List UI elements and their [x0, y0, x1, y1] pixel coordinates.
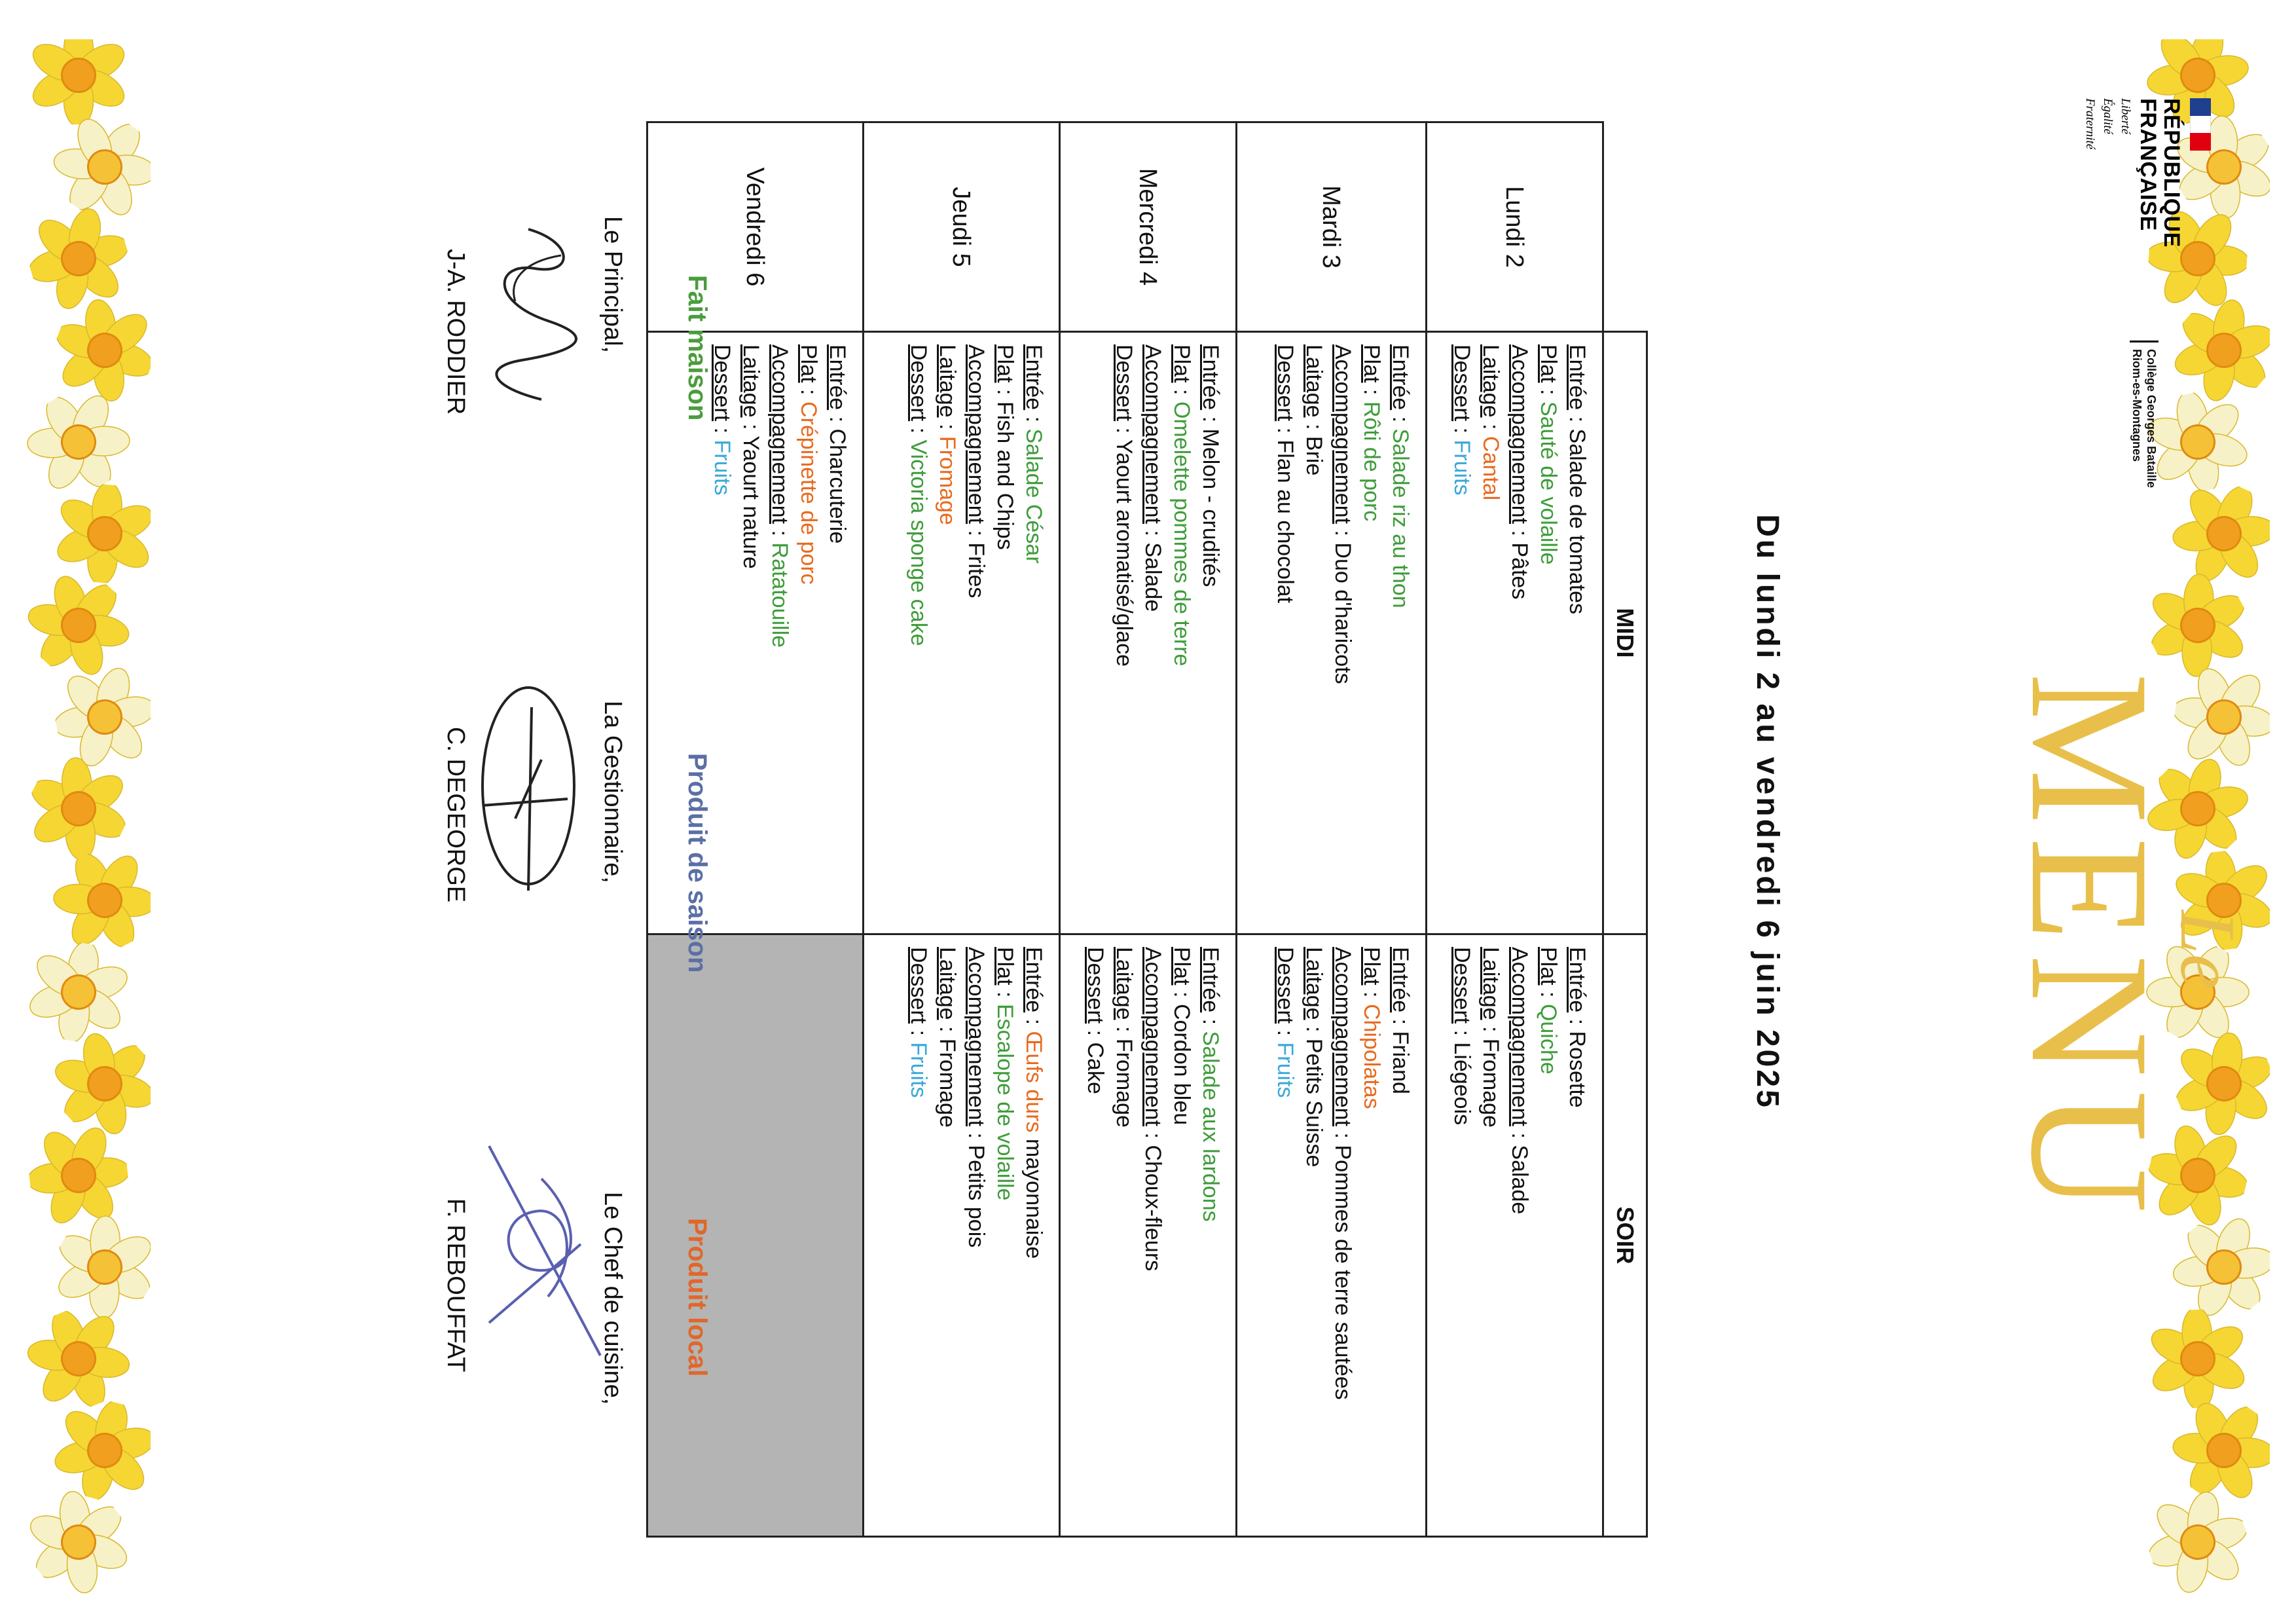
legend-produit-local: Produit local	[683, 1218, 712, 1377]
menu-item-label: Plat	[1359, 344, 1384, 383]
menu-item	[1196, 344, 1225, 921]
menu-item-value: Fish and Chips	[993, 401, 1017, 550]
gestionnaire-title: La Gestionnaire,	[599, 701, 627, 883]
table-row	[1427, 122, 1603, 1537]
menu-item	[1110, 947, 1139, 1524]
column-header-midi: MIDI	[1603, 332, 1647, 934]
menu-item	[1534, 344, 1563, 921]
menu-item	[1328, 344, 1357, 921]
menu-item-value: Yaourt aromatisé/glace	[1112, 439, 1137, 667]
menu-item	[1167, 947, 1196, 1524]
menu-item-label: Plat	[796, 344, 821, 383]
menu-item	[1328, 947, 1357, 1524]
menu-item	[823, 344, 852, 921]
college-line1: Collège Georges Bataille	[2145, 349, 2158, 489]
chef-title: Le Chef de cuisine,	[599, 1192, 627, 1405]
menu-item-value: Fruits	[906, 1042, 931, 1098]
menu-item-separator: :	[1359, 985, 1384, 1004]
menu-item-separator: :	[796, 382, 821, 401]
menu-item	[1386, 344, 1415, 921]
menu-item-label: Accompagnement	[1330, 947, 1355, 1127]
menu-item-separator: :	[1388, 1012, 1413, 1031]
menu-item-separator: :	[1112, 421, 1137, 439]
menu-item-separator: :	[1112, 1020, 1137, 1039]
menu-item-value: Duo d'haricots	[1330, 542, 1355, 684]
menu-item-separator: :	[964, 1126, 989, 1145]
menu-item	[1081, 947, 1110, 1524]
menu-item	[1019, 947, 1048, 1524]
table-row	[1060, 122, 1237, 1537]
menu-item-separator: :	[1388, 410, 1413, 429]
menu-item-separator: :	[1273, 1024, 1298, 1043]
table-row	[647, 122, 864, 1537]
legend-produit-saison: Produit de saison	[683, 753, 712, 973]
menu-item-separator: :	[1302, 1020, 1326, 1039]
column-header-soir: SOIR	[1603, 934, 1647, 1537]
legend-fait-maison: Fait maison	[683, 275, 712, 421]
menu-item-label: Entrée	[1021, 947, 1046, 1013]
menu-item-label: Entrée	[825, 344, 850, 411]
menu-item-value: Sauté de volaille	[1536, 401, 1561, 565]
menu-item	[962, 947, 991, 1524]
menu-item-value: Victoria sponge cake	[906, 439, 931, 646]
menu-item-value: Rôti de porc	[1359, 401, 1384, 522]
menu-item-separator: :	[1169, 985, 1194, 1004]
menu-cell-soir	[864, 934, 1060, 1537]
menu-item-value: Frites	[964, 542, 989, 599]
menu-item-separator: :	[1478, 417, 1503, 436]
menu-item-value: Escalope de volaille	[993, 1003, 1017, 1201]
rf-motto-1: Liberté	[2119, 98, 2132, 134]
menu-item-separator: :	[906, 421, 931, 440]
menu-cell-soir	[1060, 934, 1237, 1537]
menu-item	[1271, 947, 1300, 1524]
menu-item-label: Dessert	[1273, 344, 1298, 422]
college-line2: Riom-es-Montagnes	[2130, 349, 2143, 462]
menu-item-label: Laitage	[738, 344, 763, 418]
signature-icon	[469, 1139, 620, 1388]
menu-item	[1357, 947, 1386, 1524]
menu-item-label: Dessert	[1083, 947, 1108, 1024]
menu-item-label: Plat	[993, 344, 1017, 383]
menu-item-separator: :	[825, 410, 850, 429]
menu-item-value: Cantal	[1478, 435, 1503, 501]
menu-title: MENU	[1995, 673, 2184, 1227]
menu-cell-soir	[1237, 934, 1427, 1537]
rf-motto-2: Égalité	[2101, 98, 2115, 134]
menu-item	[737, 344, 765, 921]
menu-item-value: Ratatouille	[767, 542, 792, 648]
menu-item-value: Cordon bleu	[1169, 1003, 1194, 1126]
menu-item-value: Fruits	[1449, 439, 1474, 496]
menu-item-label: Accompagnement	[1507, 947, 1532, 1127]
menu-item-value: Quiche	[1536, 1003, 1561, 1075]
menu-cell-midi	[864, 332, 1060, 934]
menu-item-value: Salade aux lardons	[1198, 1031, 1223, 1222]
college-name	[2130, 341, 2159, 559]
menu-item-value: Petits Suisse	[1302, 1038, 1326, 1168]
menu-item	[1196, 947, 1225, 1524]
day-label: Mercredi 4	[1060, 122, 1237, 332]
menu-item-value: Fromage	[935, 1038, 960, 1128]
menu-item-separator: :	[710, 421, 735, 440]
menu-item-value: Salade	[1140, 542, 1165, 612]
signature-icon	[476, 216, 587, 413]
menu-item-value: Fromage	[1112, 1038, 1137, 1128]
menu-item-label: Entrée	[1565, 947, 1590, 1013]
menu-cell-midi	[1427, 332, 1603, 934]
menu-item-separator: :	[1330, 524, 1355, 543]
menu-item	[1110, 344, 1139, 921]
menu-item	[794, 344, 823, 921]
menu-item-label: Dessert	[1449, 344, 1474, 422]
menu-item-value: Salade riz au thon	[1388, 428, 1413, 608]
menu-item-value: Fruits	[1273, 1042, 1298, 1098]
menu-item-separator: :	[1449, 1024, 1474, 1043]
menu-cell-empty	[647, 934, 864, 1537]
menu-item-separator: :	[1083, 1024, 1108, 1043]
menu-item-separator: :	[1478, 1020, 1503, 1039]
menu-item	[1019, 344, 1048, 921]
menu-item-value: Fromage	[935, 435, 960, 525]
menu-item-label: Entrée	[1021, 344, 1046, 411]
menu-item-label: Entrée	[1388, 344, 1413, 411]
menu-item	[1563, 344, 1592, 921]
menu-item-separator: :	[767, 524, 792, 543]
chef-name: F. REBOUFFAT	[442, 1198, 469, 1373]
menu-item-label: Laitage	[935, 344, 960, 418]
menu-item-label: Plat	[993, 947, 1017, 986]
menu-cell-midi	[647, 332, 864, 934]
table-header-row	[1603, 122, 1647, 1537]
menu-item-value: Brie	[1302, 435, 1326, 476]
menu-item-label: Plat	[1536, 344, 1561, 383]
menu-item	[1271, 344, 1300, 921]
rf-motto-3: Fraternité	[2083, 98, 2097, 150]
menu-item-value: Petits pois	[964, 1145, 989, 1248]
day-label: Mardi 3	[1237, 122, 1427, 332]
menu-heading	[1995, 655, 2251, 1244]
menu-item-separator: :	[906, 1024, 931, 1043]
menu-item	[765, 344, 794, 921]
menu-item-label: Entrée	[1198, 344, 1223, 411]
menu-item-label: Laitage	[935, 947, 960, 1020]
menu-table-body	[647, 122, 1603, 1537]
menu-item-separator: :	[1021, 410, 1046, 429]
menu-item-value: Crépinette de porc	[796, 401, 821, 585]
menu-item-separator: :	[738, 417, 763, 436]
menu-item-label: Plat	[1169, 947, 1194, 986]
menu-item	[991, 344, 1019, 921]
menu-item	[962, 344, 991, 921]
menu-item-value: Fromage	[1478, 1038, 1503, 1128]
menu-item-separator: :	[1140, 1126, 1165, 1145]
menu-item-label: Accompagnement	[1140, 947, 1165, 1127]
menu-item-value: Œufs durs	[1021, 1031, 1046, 1133]
menu-item-separator: :	[1565, 410, 1590, 429]
menu-item-label: Dessert	[1273, 947, 1298, 1024]
menu-item-label: Dessert	[1449, 947, 1474, 1024]
menu-item-separator: :	[1302, 417, 1326, 436]
menu-item	[1167, 344, 1196, 921]
principal-title: Le Principal,	[599, 216, 627, 354]
rf-line1: RÉPUBLIQUE	[2159, 98, 2184, 248]
menu-item-separator: :	[935, 1020, 960, 1039]
menu-item-separator: :	[1359, 382, 1384, 401]
marianne-logo-icon	[2190, 98, 2211, 151]
menu-item-label: Dessert	[906, 344, 931, 422]
menu-item-value: Melon - crudités	[1198, 428, 1223, 587]
menu-item-value: Charcuterie	[825, 428, 850, 544]
menu-item-value: Flan au chocolat	[1273, 439, 1298, 603]
menu-item	[1139, 947, 1167, 1524]
menu-item	[1386, 947, 1415, 1524]
menu-item-separator: :	[964, 524, 989, 543]
signature-icon	[469, 681, 594, 917]
menu-item-label: Entrée	[1198, 947, 1223, 1013]
menu-item-value: Pâtes	[1507, 542, 1532, 600]
menu-item-value: Friand	[1388, 1031, 1413, 1094]
menu-cell-soir	[1427, 934, 1603, 1537]
menu-item-separator: :	[935, 417, 960, 436]
menu-item-separator: :	[1273, 421, 1298, 440]
menu-item-separator: :	[1536, 985, 1561, 1004]
menu-item-label: Accompagnement	[1330, 344, 1355, 525]
menu-item-label: Laitage	[1302, 344, 1326, 418]
menu-item-suffix: mayonnaise	[1021, 1132, 1046, 1259]
le-word: Le	[2164, 910, 2251, 989]
table-row	[864, 122, 1060, 1537]
menu-item-value: Salade de tomates	[1565, 428, 1590, 615]
menu-item-label: Laitage	[1478, 947, 1503, 1020]
menu-item-value: Chipolatas	[1359, 1003, 1384, 1109]
menu-item-label: Dessert	[710, 344, 735, 422]
menu-item-label: Entrée	[1565, 344, 1590, 411]
menu-item-label: Entrée	[1388, 947, 1413, 1013]
menu-item-label: Accompagnement	[1507, 344, 1532, 525]
menu-item	[1505, 947, 1534, 1524]
gestionnaire-name: C. DEGEORGE	[442, 727, 469, 903]
menu-item-value: Cake	[1083, 1042, 1108, 1094]
menu-item	[933, 344, 962, 921]
menu-item-value: Salade César	[1021, 428, 1046, 564]
menu-item	[1300, 344, 1328, 921]
menu-item	[708, 344, 737, 921]
menu-item	[904, 947, 933, 1524]
menu-cell-midi	[1237, 332, 1427, 934]
menu-item-label: Accompagnement	[964, 947, 989, 1127]
republique-francaise-logo	[2083, 98, 2211, 347]
menu-item	[1505, 344, 1534, 921]
menu-item	[1534, 947, 1563, 1524]
menu-item	[1139, 344, 1167, 921]
rf-line2: FRANÇAISE	[2136, 98, 2160, 231]
menu-item-value: Liégeois	[1449, 1042, 1474, 1126]
day-label: Vendredi 6	[647, 122, 864, 332]
menu-item	[991, 947, 1019, 1524]
menu-item-separator: :	[1507, 524, 1532, 543]
menu-item	[933, 947, 962, 1524]
menu-item	[1448, 947, 1476, 1524]
menu-item-separator: :	[1198, 1012, 1223, 1031]
menu-item-label: Dessert	[906, 947, 931, 1024]
menu-item-separator: :	[1198, 410, 1223, 429]
menu-item	[1476, 344, 1505, 921]
menu-item	[1476, 947, 1505, 1524]
menu-item-label: Laitage	[1478, 344, 1503, 418]
menu-item-separator: :	[1507, 1126, 1532, 1145]
menu-item-separator: :	[993, 382, 1017, 401]
menu-item-value: Yaourt nature	[738, 435, 763, 569]
menu-item-separator: :	[1140, 524, 1165, 543]
table-corner	[1603, 122, 1647, 332]
menu-item-separator: :	[1536, 382, 1561, 401]
menu-item-label: Plat	[1359, 947, 1384, 986]
menu-item-separator: :	[993, 985, 1017, 1004]
menu-item-label: Accompagnement	[767, 344, 792, 525]
menu-item-value: Rosette	[1565, 1031, 1590, 1108]
menu-table	[646, 121, 1648, 1538]
menu-item-value: Omelette pommes de terre	[1169, 401, 1194, 667]
menu-item-label: Plat	[1169, 344, 1194, 383]
menu-item-label: Dessert	[1112, 344, 1137, 422]
principal-name: J-A. RODDIER	[442, 249, 469, 415]
menu-item	[1448, 344, 1476, 921]
menu-item	[1300, 947, 1328, 1524]
menu-item-separator: :	[1021, 1012, 1046, 1031]
menu-cell-midi	[1060, 332, 1237, 934]
day-label: Jeudi 5	[864, 122, 1060, 332]
menu-item-label: Laitage	[1302, 947, 1326, 1020]
menu-item-label: Accompagnement	[964, 344, 989, 525]
menu-item-value: Pommes de terre sautées	[1330, 1145, 1355, 1400]
day-label: Lundi 2	[1427, 122, 1603, 332]
menu-item-value: Fruits	[710, 439, 735, 496]
menu-item	[1357, 344, 1386, 921]
menu-item	[1563, 947, 1592, 1524]
date-range-subtitle: Du lundi 2 au vendredi 6 juin 2025	[1750, 514, 1785, 1110]
menu-item-value: Choux-fleurs	[1140, 1145, 1165, 1272]
menu-item-separator: :	[1330, 1126, 1355, 1145]
menu-item-label: Accompagnement	[1140, 344, 1165, 525]
table-row	[1237, 122, 1427, 1537]
menu-item	[904, 344, 933, 921]
menu-item-separator: :	[1449, 421, 1474, 440]
menu-item-separator: :	[1565, 1012, 1590, 1031]
menu-item-separator: :	[1169, 382, 1194, 401]
menu-item-value: Salade	[1507, 1145, 1532, 1215]
menu-item-label: Plat	[1536, 947, 1561, 986]
menu-item-label: Laitage	[1112, 947, 1137, 1020]
